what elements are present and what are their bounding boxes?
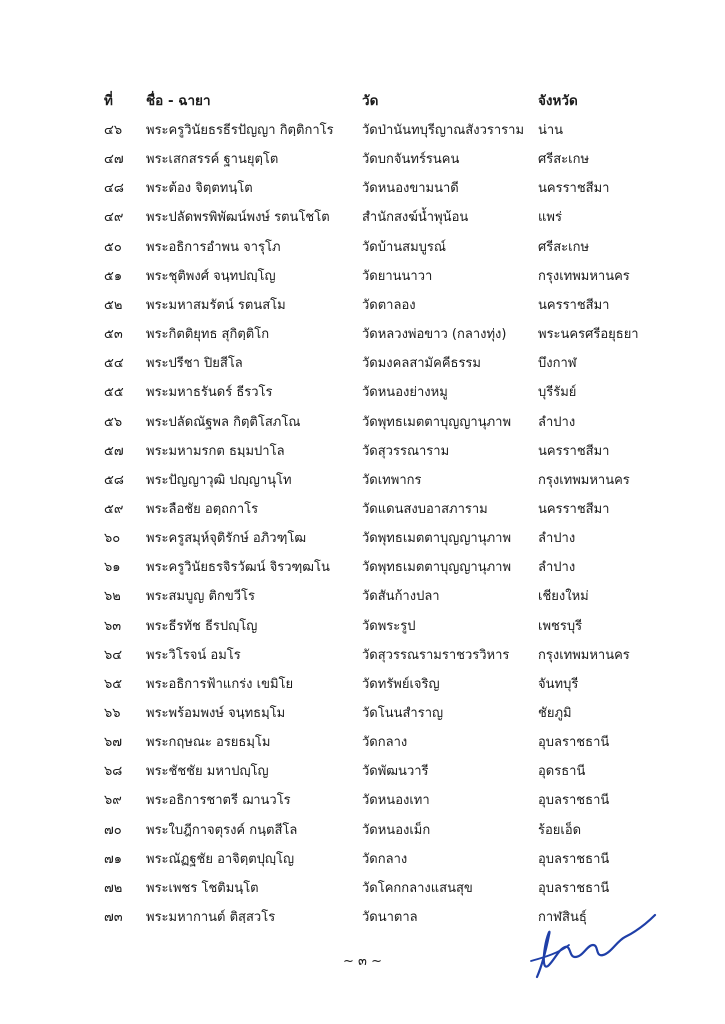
table-row	[0, 759, 725, 785]
row-province: ลำปาง	[538, 560, 576, 576]
row-province: อุบลราชธานี	[538, 880, 610, 896]
row-name: พระสมบูญ ติกขวีโร	[146, 589, 255, 605]
row-temple: วัดหนองเทา	[362, 793, 430, 809]
row-name: พระวิโรจน์ อมโร	[146, 647, 241, 663]
row-no: ๖๐	[104, 531, 121, 547]
row-temple: วัดพุทธเมตตาบุญญานุภาพ	[362, 531, 512, 547]
table-row	[0, 847, 725, 873]
row-temple: วัดกลาง	[362, 735, 408, 751]
row-province: ศรีสะเกษ	[538, 152, 590, 168]
row-name: พระปัญญาวุฒิ ปญฺญานุโท	[146, 472, 292, 488]
row-no: ๕๘	[104, 472, 124, 488]
table-row	[0, 614, 725, 640]
row-name: พระพร้อมพงษ์ จนฺทธมฺโม	[146, 706, 286, 721]
row-temple: วัดแดนสงบอาสภาราม	[362, 501, 488, 517]
table-row	[0, 643, 725, 669]
table-row	[0, 788, 725, 814]
header-no: ที่	[104, 93, 113, 109]
row-province: ชัยภูมิ	[538, 706, 572, 721]
signature	[525, 905, 665, 985]
row-no: ๖๔	[104, 647, 123, 663]
header-name: ชื่อ - ฉายา	[146, 93, 211, 109]
row-temple: วัดบ้านสมบูรณ์	[362, 239, 446, 255]
row-temple: วัดป่านันทบุรีญาณสังวราราม	[362, 123, 525, 138]
row-province: แพร่	[538, 210, 562, 226]
row-name: พระปรีชา ปิยสีโล	[146, 356, 243, 372]
table-row	[0, 555, 725, 581]
page-number: ~ ๓ ~	[343, 954, 382, 969]
row-no: ๗๐	[104, 822, 122, 838]
table-row	[0, 584, 725, 610]
row-province: น่าน	[538, 123, 564, 138]
table-row	[0, 439, 725, 465]
row-name: พระมหาธรันดร์ ธีรวโร	[146, 385, 273, 401]
row-name: พระลือชัย อตฺถกาโร	[146, 501, 259, 517]
row-name: พระชัชชัย มหาปญฺโญ	[146, 764, 269, 780]
row-province: เชียงใหม่	[538, 589, 589, 605]
row-temple: วัดสันก้างปลา	[362, 589, 440, 605]
row-temple: วัดหนองขามนาดี	[362, 181, 459, 197]
row-name: พระใบฎีกาจตุรงค์ กนฺตสีโล	[146, 822, 298, 838]
row-province: อุบลราชธานี	[538, 851, 610, 867]
table-row	[0, 147, 725, 173]
row-name: พระมหาสมรัตน์ รตนสโม	[146, 297, 286, 313]
row-no: ๕๔	[104, 356, 124, 372]
row-temple: วัดโคกกลางแสนสุข	[362, 880, 473, 896]
row-name: พระเพชร โชติมนฺโต	[146, 880, 259, 896]
row-temple: วัดหลวงพ่อขาว (กลางทุ่ง)	[362, 327, 507, 343]
row-no: ๖๖	[104, 706, 121, 721]
row-name: พระปลัดพรพิพัฒน์พงษ์ รตนโชโต	[146, 210, 330, 226]
row-no: ๕๖	[104, 414, 123, 430]
row-temple: วัดสุวรรณรามราชวรวิหาร	[362, 647, 510, 663]
table-row	[0, 293, 725, 319]
row-province: นครราชสีมา	[538, 501, 610, 517]
row-temple: วัดเทพากร	[362, 472, 422, 488]
table-row	[0, 730, 725, 756]
row-province: พระนครศรีอยุธยา	[538, 327, 639, 343]
row-no: ๗๓	[104, 910, 123, 926]
row-province: ร้อยเอ็ด	[538, 822, 582, 838]
row-province: ลำปาง	[538, 414, 576, 430]
header-province: จังหวัด	[538, 93, 578, 109]
row-province: ศรีสะเกษ	[538, 239, 590, 255]
row-temple: วัดหนองย่างหมู	[362, 385, 448, 401]
row-no: ๖๘	[104, 764, 123, 780]
row-temple: วัดบกจันทร์รนคน	[362, 152, 460, 168]
row-name: พระอธิการอำพน จารุโภ	[146, 239, 281, 255]
table-row	[0, 264, 725, 290]
header-temple: วัด	[362, 93, 379, 109]
row-province: ลำปาง	[538, 531, 576, 547]
row-name: พระมหากานต์ ติสฺสวโร	[146, 910, 276, 926]
row-province: กรุงเทพมหานคร	[538, 647, 630, 663]
row-temple: วัดมงคลสามัคคีธรรม	[362, 356, 481, 372]
row-name: พระอธิการชาตรี ฌานวโร	[146, 793, 291, 809]
row-province: นครราชสีมา	[538, 443, 610, 459]
table-row	[0, 176, 725, 202]
row-name: พระณัฏฐชัย อาจิตฺตปุญฺโญ	[146, 851, 295, 867]
row-temple: วัดนาตาล	[362, 910, 418, 926]
row-no: ๗๑	[104, 851, 123, 867]
table-row	[0, 876, 725, 902]
row-no: ๕๓	[104, 327, 123, 343]
row-no: ๖๑	[104, 560, 121, 576]
table-row	[0, 701, 725, 727]
row-no: ๕๕	[104, 385, 124, 401]
row-name: พระต้อง จิตฺตทนฺโต	[146, 181, 253, 197]
row-province: นครราชสีมา	[538, 181, 610, 197]
row-name: พระครูสมุห์จุติรักษ์ อภิวฑฺโฒ	[146, 531, 307, 547]
row-no: ๖๗	[104, 735, 123, 751]
row-province: อุบลราชธานี	[538, 793, 610, 809]
row-name: พระชุติพงศ์ จนฺทปญฺโญ	[146, 268, 276, 284]
row-name: พระอธิการฟ้าแกร่ง เขมิโย	[146, 676, 294, 692]
row-no: ๗๒	[104, 880, 123, 896]
row-province: บุรีรัมย์	[538, 385, 577, 401]
table-row	[0, 235, 725, 261]
row-no: ๕๐	[104, 239, 122, 255]
table-row	[0, 351, 725, 377]
row-no: ๔๘	[104, 181, 124, 197]
row-name: พระปลัดณัฐพล กิตฺติโสภโณ	[146, 414, 301, 430]
row-no: ๔๖	[104, 123, 123, 138]
row-temple: วัดพุทธเมตตาบุญญานุภาพ	[362, 414, 512, 430]
table-row	[0, 322, 725, 348]
row-no: ๕๒	[104, 297, 123, 313]
row-no: ๖๕	[104, 676, 123, 692]
row-no: ๕๗	[104, 443, 124, 459]
row-province: บึงกาฬ	[538, 356, 577, 372]
row-province: กาฬสินธุ์	[538, 910, 587, 926]
row-temple: วัดสุวรรณาราม	[362, 443, 450, 459]
row-province: อุดรธานี	[538, 764, 586, 780]
table-row	[0, 380, 725, 406]
row-temple: วัดพัฒนวารี	[362, 764, 429, 780]
row-province: กรุงเทพมหานคร	[538, 268, 630, 284]
row-province: จันทบุรี	[538, 676, 579, 692]
row-no: ๖๙	[104, 793, 122, 809]
row-temple: วัดยานนาวา	[362, 268, 433, 284]
row-temple: วัดพระรูป	[362, 618, 416, 634]
table-row	[0, 468, 725, 494]
row-temple: วัดกลาง	[362, 851, 408, 867]
row-province: นครราชสีมา	[538, 297, 610, 313]
table-row	[0, 410, 725, 436]
row-province: เพชรบุรี	[538, 618, 583, 634]
row-no: ๕๙	[104, 501, 124, 517]
row-name: พระกฤษณะ อรยธมฺโม	[146, 735, 271, 751]
row-temple: วัดทรัพย์เจริญ	[362, 676, 440, 692]
row-name: พระกิตติยุทธ สุกิตฺติโก	[146, 327, 270, 343]
row-temple: วัดหนองเม็ก	[362, 822, 431, 838]
table-row	[0, 205, 725, 231]
table-row	[0, 818, 725, 844]
row-no: ๕๑	[104, 268, 123, 284]
table-row	[0, 672, 725, 698]
table-header	[0, 88, 725, 114]
table-row	[0, 118, 725, 144]
row-name: พระมหามรกต ธมฺมปาโล	[146, 443, 285, 459]
row-temple: วัดพุทธเมตตาบุญญานุภาพ	[362, 560, 512, 576]
row-temple: วัดตาลอง	[362, 297, 416, 313]
row-name: พระเสกสรรค์ ฐานยุตฺโต	[146, 152, 279, 168]
row-name: พระครูวินัยธรจิรวัฒน์ จิรวฑฺฒโน	[146, 560, 330, 576]
row-temple: วัดโนนสำราญ	[362, 706, 444, 721]
row-province: กรุงเทพมหานคร	[538, 472, 630, 488]
row-name: พระธีรทัช ธีรปญฺโญ	[146, 618, 258, 634]
row-province: อุบลราชธานี	[538, 735, 610, 751]
table-row	[0, 526, 725, 552]
row-temple: สำนักสงฆ์น้ำพุน้อน	[362, 210, 469, 226]
row-name: พระครูวินัยธรธีรปัญญา กิตฺติกาโร	[146, 123, 334, 138]
row-no: ๖๓	[104, 618, 122, 634]
row-no: ๔๙	[104, 210, 124, 226]
row-no: ๔๗	[104, 152, 124, 168]
row-no: ๖๒	[104, 589, 121, 605]
table-row	[0, 497, 725, 523]
